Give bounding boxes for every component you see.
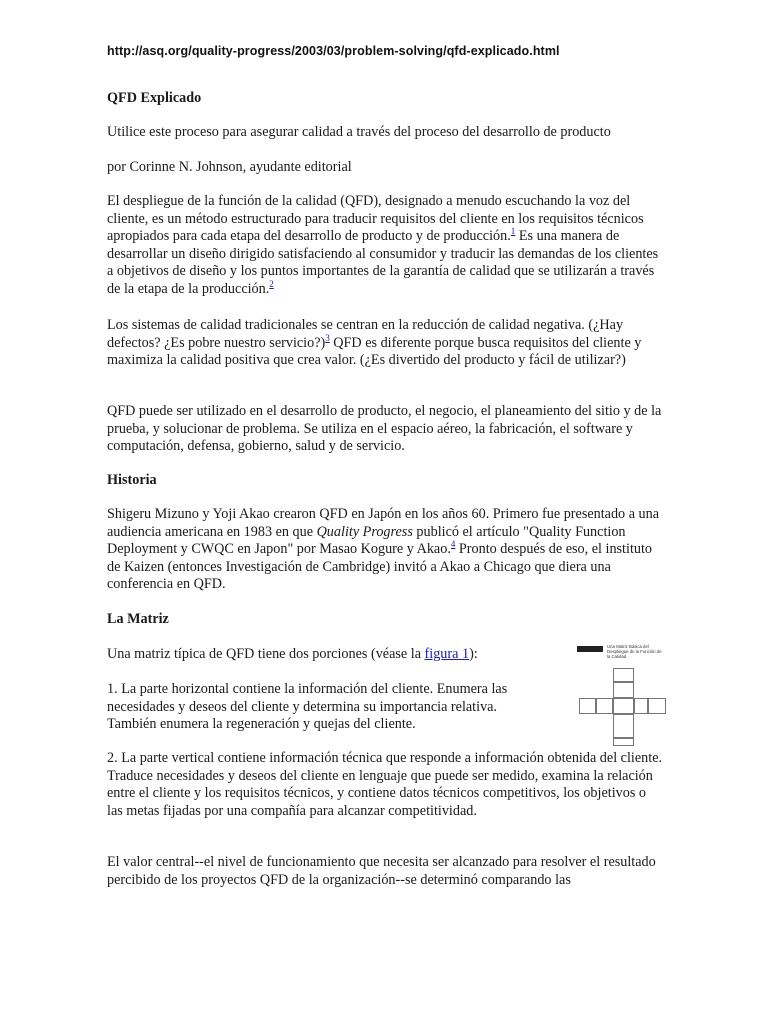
source-url: http://asq.org/quality-progress/2003/03/problem-solving/qfd-explicado.html bbox=[107, 44, 560, 58]
paragraph-central-value: El valor central--el nivel de funcionamiento que necesita ser alcanzado para resolver el resultado percibido de los proyectos QFD de la organización--se determinó comparando las bbox=[107, 854, 656, 888]
byline: por Corinne N. Johnson, ayudante editorial bbox=[107, 159, 352, 175]
paragraph-horizontal: 1. La parte horizontal contiene la información del cliente. Enumera las necesidades y deseos del cliente y determina su importancia relativa. También enumera la regeneración y quejas del cliente. bbox=[107, 681, 508, 733]
paragraph-history: Shigeru Mizuno y Yoji Akao crearon QFD en Japón en los años 60. Primero fue presentado a una audiencia americana en 1983 en que Quality Progress publicó el artículo "Quality Function Deployment y CWQC en Japon" por Masao Kogure y Akao.$^4$ Pronto después de eso, el instituto de Kaizen (entonces Investigación de Cambridge) invitó a Akao a Chicago que diera una conferencia en QFD. bbox=[107, 506, 660, 593]
footnote-ref-3[interactable]: 3 bbox=[325, 332, 330, 343]
paragraph-intro: El despliegue de la función de la calidad (QFD), designado a menudo escuchando la voz del cliente, es un método estructurado para traducir requisitos del cliente en los requisitos técnicos apropiados para cada etapa del desarrollo de producto y de producción.$^1$ Es una manera de desarrollar un diseño dirigido satisfaciendo al consumidor y traducir las demandas de los clientes a objetivos de diseño y los puntos importantes de la garantía de calidad que se utilizarán a través de la etapa de la producción.$^2$ bbox=[107, 193, 659, 297]
paragraph-uses: QFD puede ser utilizado en el desarrollo de producto, el negocio, el planeamiento del sitio y de la prueba, y solucionar de problema. Se utiliza en el espacio aéreo, la fabricación, el software y computación, defensa, gobierno, salud y de servicio. bbox=[107, 403, 662, 455]
figure-tag bbox=[577, 646, 603, 652]
paragraph-traditional: Los sistemas de calidad tradicionales se centran en la reducción de calidad negativa. (¿Hay defectos? ¿Es pobre nuestro servicio?)$^3$ QFD es diferente porque busca requisitos del cliente y maximiza la calidad positiva que crea valor. (¿Es divertido del producto y fácil de utilizar?) bbox=[107, 317, 642, 369]
footnote-ref-4[interactable]: 4 bbox=[450, 539, 456, 550]
footnote-ref-2[interactable]: 2 bbox=[269, 278, 274, 289]
heading-historia: Historia bbox=[107, 472, 157, 488]
heading-matriz: La Matriz bbox=[107, 611, 169, 627]
page-title: QFD Explicado bbox=[107, 90, 202, 106]
subtitle: Utilice este proceso para asegurar calidad a través del proceso del desarrollo de producto bbox=[107, 124, 611, 140]
paragraph-vertical: 2. La parte vertical contiene información técnica que responde a información obtenida del cliente. Traduce necesidades y deseos del cliente en lenguaje que puede ser medido, examina la relación entre el cliente y los requisitos técnicos, y contiene datos técnicos competitivos, los objetivos o las metas fijadas por una compañía para alcanzar competitividad. bbox=[107, 750, 663, 819]
figure-caption: Una Matriz Básica del Despliegue de la Función de la Calidad bbox=[607, 644, 662, 659]
figure-1-thumbnail[interactable] bbox=[575, 644, 665, 744]
figure-1-link[interactable]: figura 1 bbox=[424, 646, 470, 662]
paragraph-matrix-intro: Una matriz típica de QFD tiene dos porciones (véase la figura 1): bbox=[107, 646, 478, 662]
footnote-ref-1[interactable]: 1 bbox=[510, 226, 516, 237]
